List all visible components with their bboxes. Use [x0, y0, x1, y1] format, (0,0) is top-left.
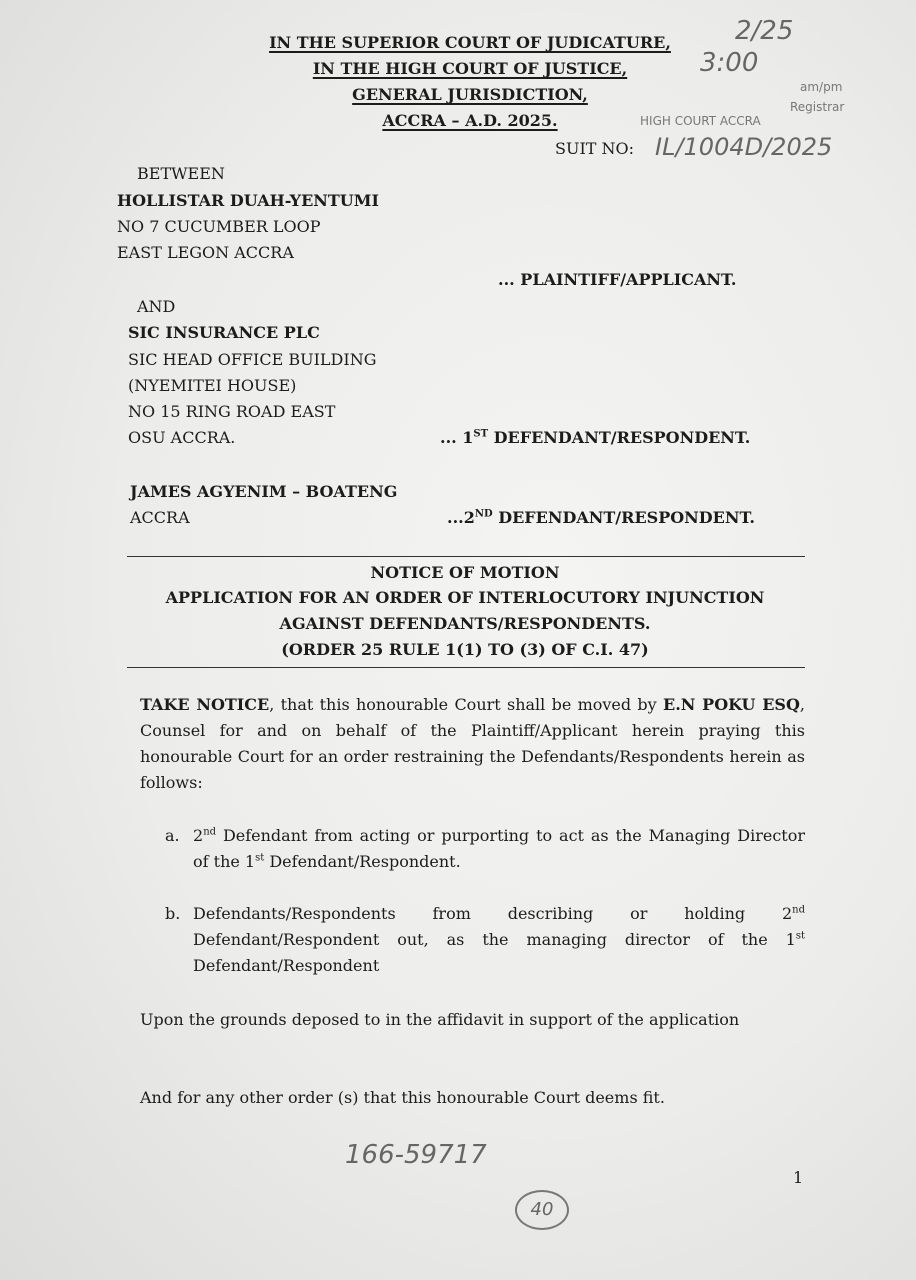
page-number: 1: [793, 1168, 804, 1187]
suit-number-label: SUIT NO:: [555, 139, 635, 158]
defendant1-address-4: OSU ACCRA.: [128, 428, 236, 447]
defendant1-address-3: NO 15 RING ROAD EAST: [128, 402, 336, 421]
court-heading-2: IN THE HIGH COURT OF JUSTICE,: [312, 59, 628, 78]
motion-title: NOTICE OF MOTION: [370, 563, 560, 582]
stamp-ampm: am/pm: [800, 80, 843, 94]
plaintiff-address-2: EAST LEGON ACCRA: [117, 243, 294, 262]
defendant2-address: ACCRA: [130, 508, 190, 527]
court-heading-3: GENERAL JURISDICTION,: [352, 85, 588, 104]
defendant1-role: ... 1ST DEFENDANT/RESPONDENT.: [440, 428, 751, 447]
defendant1-name: SIC INSURANCE PLC: [128, 323, 320, 342]
plaintiff-role: ... PLAINTIFF/APPLICANT.: [498, 270, 737, 289]
divider-top: [127, 556, 805, 557]
circled-handwritten-mark: 40: [515, 1190, 569, 1230]
motion-subtitle-2: AGAINST DEFENDANTS/RESPONDENTS.: [279, 614, 651, 633]
relief-item-a: a. 2nd Defendant from acting or purporting to act as the Managing Director of the 1st Defendant/Respondent.: [165, 826, 805, 871]
motion-subtitle-1: APPLICATION FOR AN ORDER OF INTERLOCUTORY INJUNCTION: [165, 588, 765, 607]
handwritten-number: 166-59717: [345, 1140, 487, 1170]
grounds-paragraph: Upon the grounds deposed to in the affidavit in support of the application: [140, 1010, 740, 1029]
stamp-time: 3:00: [700, 48, 759, 78]
notice-paragraph: TAKE NOTICE, that this honourable Court shall be moved by E.N POKU ESQ, Counsel for and on behalf of the Plaintiff/Applicant herein praying this honourable Court for an order restraining the Defendants/Respondents herein as follows:: [140, 695, 806, 792]
court-heading-4: ACCRA – A.D. 2025.: [382, 111, 558, 130]
defendant1-address-1: SIC HEAD OFFICE BUILDING: [128, 350, 377, 369]
plaintiff-address-1: NO 7 CUCUMBER LOOP: [117, 217, 321, 236]
defendant2-name: JAMES AGYENIM – BOATENG: [130, 482, 398, 501]
divider-bottom: [127, 667, 805, 668]
stamp-date: 2/25: [735, 16, 794, 46]
plaintiff-name: HOLLISTAR DUAH-YENTUMI: [117, 191, 379, 210]
motion-order-reference: (ORDER 25 RULE 1(1) TO (3) OF C.I. 47): [281, 640, 649, 659]
relief-item-b: b. Defendants/Respondents from describing or holding 2nd Defendant/Respondent out, as the managing director of the 1st Defendant/Respondent: [165, 904, 805, 975]
and-label: AND: [137, 297, 176, 316]
between-label: BETWEEN: [137, 164, 225, 183]
stamp-court: HIGH COURT ACCRA: [640, 114, 761, 128]
other-orders-paragraph: And for any other order (s) that this honourable Court deems fit.: [140, 1088, 665, 1107]
suit-number: IL/1004D/2025: [655, 133, 833, 161]
stamp-registrar: Registrar: [790, 100, 845, 114]
defendant2-role: ...2ND DEFENDANT/RESPONDENT.: [447, 508, 755, 527]
defendant1-address-2: (NYEMITEI HOUSE): [128, 376, 297, 395]
court-heading-1: IN THE SUPERIOR COURT OF JUDICATURE,: [269, 33, 671, 52]
